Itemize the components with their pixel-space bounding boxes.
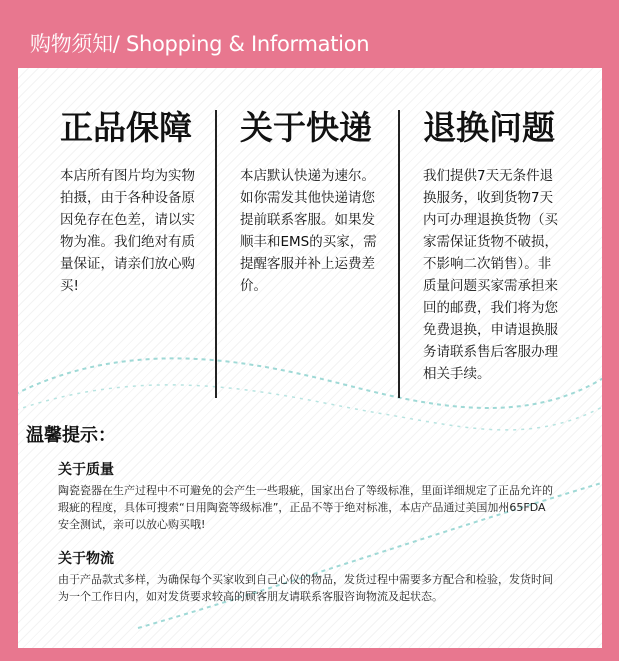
info-panel: [18, 68, 602, 648]
quality-section-title: 关于质量: [58, 462, 114, 478]
logistics-section-text: 由于产品款式多样，为确保每个买家收到自己心仪的物品，发货过程中需要多方配合和检验，发货时间 为一个工作日内，如对发货要求较高的顾客朋友请联系客服咨询物流及起状态。: [58, 573, 553, 603]
column-title: 退换问题: [423, 108, 555, 147]
column-divider: [215, 110, 217, 398]
column-text: 本店默认快递为速尔。 如你需发其他快递请您 提前联系客服。如果发 顺丰和EMS的买家，需 提醒客服并补上运费差 价。: [240, 168, 377, 294]
column-express: [240, 106, 390, 297]
column-genuine: [60, 106, 235, 297]
quality-section-text: 陶瓷瓷器在生产过程中不可避免的会产生一些瑕疵，国家出台了等级标准，里面详细规定了正品允许的 瑕疵的程度，具体可搜索“日用陶瓷等级标准”，正品不等于绝对标准，本店产品通过美国加州65FDA 安全测试，亲可以放心购买哦!: [58, 484, 553, 531]
column-title: 正品保障: [60, 108, 192, 147]
column-text: 我们提供7天无条件退 换服务，收到货物7天 内可办理退换货物（买 家需保证货物不破损， 不影响二次销售）。非 质量问题买家需承担来 回的邮费，我们将为您 免费退换，申请退换服 务请联系售后客服办理 相关手续。: [423, 168, 558, 382]
column-divider: [398, 110, 400, 398]
column-title: 关于快递: [240, 108, 372, 147]
column-returns: [423, 106, 583, 385]
column-text: 本店所有图片均为实物 拍摄，由于各种设备原 因免存在色差，请以实 物为准。我们绝对有质 量保证，请亲们放心购 买!: [60, 168, 195, 294]
tips-title: 温馨提示：: [26, 425, 116, 446]
header-title: 购物须知/ Shopping & Information: [30, 32, 370, 56]
logistics-section-title: 关于物流: [58, 551, 114, 567]
